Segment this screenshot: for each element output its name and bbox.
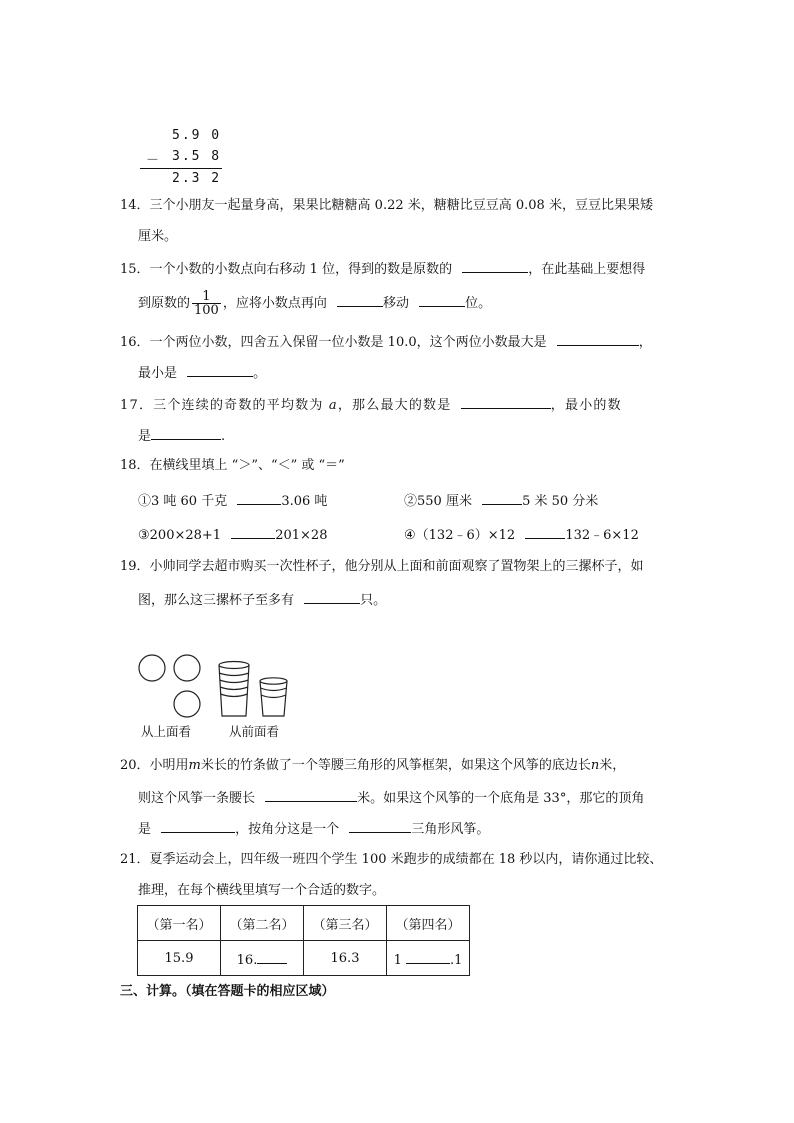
q14-text: 14．三个小朋友一起量身高，果果比糖糖高 0.22 米，糖糖比豆豆高 0.08 米，豆豆比果果矮 [120, 198, 653, 213]
q18-item-3 [138, 524, 327, 546]
q16-text-4: 。 [253, 366, 267, 381]
q18-item-2-right: 5 米 50 分米 [522, 494, 599, 509]
subtrahend: 3.5 8 [172, 149, 222, 164]
q19-text-3: 只。 [360, 593, 387, 608]
q20-text-2: 米长的竹条做了一个等腰三角形的风筝框架，如果这个风筝的底边长 [200, 758, 591, 773]
table-header-cell: （第一名） [138, 906, 221, 941]
calc-rule [140, 168, 222, 169]
label-top-view: 从上面看 [141, 724, 192, 739]
q16-text-2: ， [638, 335, 652, 350]
q19-text-2: 图，那么这三摞杯子至多有 [138, 593, 295, 608]
difference: 2.3 2 [172, 171, 222, 186]
q20-line3 [138, 818, 489, 840]
section-3-heading: 三、计算。（填在答题卡的相应区域） [120, 984, 335, 999]
q16-blank-1[interactable] [557, 331, 639, 346]
fraction-numerator: 1 [192, 290, 221, 304]
q19-blank[interactable] [304, 589, 360, 604]
q16-line1 [120, 331, 652, 353]
q18-item-4-right: 132﹣6×12 [565, 528, 639, 543]
top-view-circle-1-icon [139, 655, 165, 681]
q19-text: 19．小帅同学去超市购买一次性杯子，他分别从上面和前面观察了置物架上的三摞杯子，如 [120, 559, 644, 574]
q15-blank-1[interactable] [462, 258, 528, 273]
q17-text-2: ，那么最大的数是 [337, 398, 452, 413]
q17-line1 [120, 394, 622, 416]
q21-text-2: 推理，在每个横线里填写一个合适的数字。 [138, 883, 386, 898]
q20-text-3: 米， [599, 758, 626, 773]
table-header-cell: （第四名） [387, 906, 470, 941]
q18-blank-1[interactable] [237, 490, 281, 505]
q15-text-3: 到原数的 [138, 296, 191, 311]
table-cell-second [221, 941, 304, 976]
q18-item-4-left: ④（132﹣6）×12 [404, 528, 516, 543]
table-cell-third: 16.3 [304, 941, 387, 976]
minuend: 5.9 0 [172, 128, 222, 143]
minus-sign: － [146, 153, 162, 168]
q20-blank-2[interactable] [161, 818, 235, 833]
table-cell-fourth [387, 941, 470, 976]
q18-item-4 [404, 524, 639, 546]
q17-text: 17．三个连续的奇数的平均数为 [120, 398, 324, 413]
q21-line2 [138, 881, 385, 901]
q16-blank-2[interactable] [187, 362, 253, 377]
q18-blank-3[interactable] [231, 524, 275, 539]
q15-text: 15．一个小数的小数点向右移动 1 位，得到的数是原数的 [120, 262, 453, 277]
cup-stacks-figure [130, 648, 305, 724]
q17-blank-2[interactable] [151, 425, 221, 440]
q17-text-3: ，最小的数 [550, 398, 622, 413]
label-front-view: 从前面看 [229, 724, 280, 739]
top-view-circle-3-icon [174, 691, 200, 717]
ranking-table [137, 905, 470, 976]
q18-text: 18．在横线里填上 “＞”、“＜” 或 “＝” [120, 458, 345, 473]
q18-item-2-left: ②550 厘米 [404, 494, 472, 509]
q14-answer-unit: 厘米。 [138, 229, 178, 244]
q21-text: 21．夏季运动会上，四年级一班四个学生 100 米跑步的成绩都在 18 秒以内，请你通过比较、 [120, 852, 663, 867]
front-view-tall-stack-icon [219, 662, 249, 717]
q19-line2 [138, 589, 386, 611]
q15-text-2: ，在此基础上要想得 [528, 262, 646, 277]
q18-item-1-right: 3.06 吨 [281, 494, 328, 509]
front-view-short-stack-icon [260, 678, 287, 716]
q15-text-4: ，应将小数点再向 [222, 296, 327, 311]
q18-title [120, 456, 345, 476]
q15-line1 [120, 258, 645, 280]
q20-text-8: 三角形风筝。 [411, 822, 490, 837]
q18-item-1 [138, 490, 327, 512]
q15-text-6: 位。 [465, 296, 492, 311]
q19-line1 [120, 557, 644, 577]
q16-text: 16．一个两位小数，四舍五入保留一位小数是 10.0，这个两位小数最大是 [120, 335, 547, 350]
q20-blank-3[interactable] [349, 818, 411, 833]
q18-item-3-left: ③200×28+1 [138, 528, 222, 543]
q17-blank-1[interactable] [461, 394, 551, 409]
q20-text: 20．小明用 [120, 758, 189, 773]
q17-variable-a: a [328, 398, 338, 413]
q18-blank-4[interactable] [525, 524, 565, 539]
second-prefix: 16. [236, 952, 258, 968]
fraction-one-hundredth [192, 290, 221, 317]
q16-line2 [138, 362, 266, 384]
q15-text-5: 移动 [383, 296, 410, 311]
q20-line2 [138, 787, 644, 809]
q20-blank-1[interactable] [265, 787, 357, 802]
q20-text-7: ，按角分这是一个 [235, 822, 340, 837]
table-header-cell: （第二名） [221, 906, 304, 941]
q18-item-2 [404, 490, 598, 512]
fraction-denominator: 100 [194, 303, 219, 318]
q20-text-4: 则这个风筝一条腰长 [138, 791, 256, 806]
q20-text-6: 是 [138, 822, 152, 837]
q17-text-4: 是 [138, 429, 152, 444]
q14-line1 [120, 196, 653, 216]
q18-item-1-left: ①3 吨 60 千克 [138, 494, 228, 509]
q20-text-5: 米。如果这个风筝的一个底角是 33°，那它的顶角 [357, 791, 645, 806]
table-header-cell: （第三名） [304, 906, 387, 941]
q18-item-3-right: 201×28 [275, 528, 328, 543]
top-view-circle-2-icon [174, 655, 200, 681]
q20-variable-n: n [590, 758, 600, 773]
q14-line2 [138, 227, 177, 247]
q18-blank-2[interactable] [482, 490, 522, 505]
q21-line1 [120, 850, 662, 870]
fourth-suffix: .1 [449, 952, 463, 968]
q15-line2 [138, 290, 491, 318]
table-blank-2[interactable] [257, 949, 287, 964]
q20-variable-m: m [188, 758, 201, 773]
q16-text-3: 最小是 [138, 366, 178, 381]
fourth-prefix: 1 [393, 952, 402, 968]
table-blank-4[interactable] [406, 949, 450, 964]
q17-text-5: . [221, 429, 226, 444]
q17-line2 [138, 425, 225, 447]
q20-line1 [120, 756, 625, 776]
table-header-row [138, 906, 470, 941]
q15-blank-2[interactable] [337, 292, 383, 307]
table-row [138, 941, 470, 976]
table-cell-first: 15.9 [138, 941, 221, 976]
q15-blank-3[interactable] [419, 292, 465, 307]
